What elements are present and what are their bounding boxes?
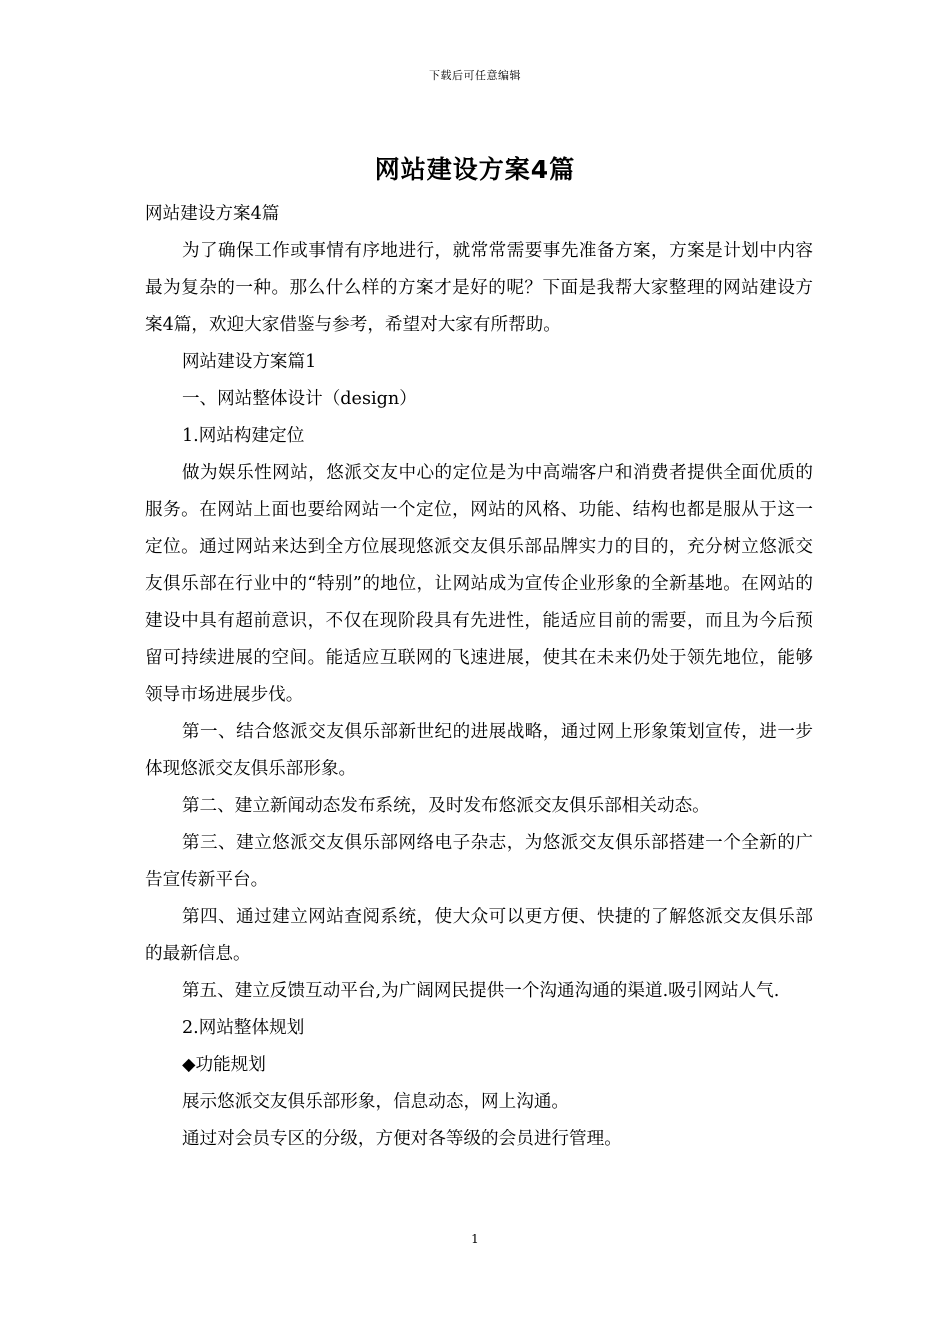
subsection-heading: 2.网站整体规划	[181, 1018, 305, 1038]
body-paragraph: 展示悠派交友俱乐部形象，信息动态，网上沟通。	[181, 1092, 570, 1112]
body-paragraph: 第一、结合悠派交友俱乐部新世纪的进展战略，通过网上形象策划宣传，进一步体现悠派交友俱乐部形象。	[145, 722, 813, 779]
document-body	[145, 196, 813, 1158]
body-paragraph: 第五、建立反馈互动平台,为广阔网民提供一个沟通沟通的渠道.吸引网站人气.	[181, 981, 780, 1001]
page-number: 1	[471, 1232, 479, 1246]
bullet-heading: ◆功能规划	[181, 1055, 266, 1075]
document-title: 网站建设方案4篇	[374, 155, 576, 184]
intro-paragraph: 为了确保工作或事情有序地进行，就常常需要事先准备方案，方案是计划中内容最为复杂的一种。那么什么样的方案才是好的呢？下面是我帮大家整理的网站建设方案4篇，欢迎大家借鉴与参考，希望对大家有所帮助。	[145, 241, 813, 335]
body-paragraph: 通过对会员专区的分级，方便对各等级的会员进行管理。	[181, 1129, 622, 1149]
body-paragraph: 第二、建立新闻动态发布系统，及时发布悠派交友俱乐部相关动态。	[181, 796, 710, 816]
body-paragraph: 做为娱乐性网站，悠派交友中心的定位是为中高端客户和消费者提供全面优质的服务。在网站上面也要给网站一个定位，网站的风格、功能、结构也都是服从于这一定位。通过网站来达到全方位展现悠派交友俱乐部品牌实力的目的，充分树立悠派交友俱乐部在行业中的“特别”的地位，让网站成为宣传企业形象的全新基地。在网站的建设中具有超前意识，不仅在现阶段具有先进性，能适应目前的需要，而且为今后预留可持续进展的空间。能适应互联网的飞速进展，使其在未来仍处于领先地位，能够领导市场进展步伐。	[145, 463, 813, 705]
subtitle-paragraph: 网站建设方案4篇	[145, 204, 280, 224]
body-paragraph: 第三、建立悠派交友俱乐部网络电子杂志，为悠派交友俱乐部搭建一个全新的广告宣传新平台。	[145, 833, 813, 890]
section-heading: 网站建设方案篇1	[181, 352, 317, 372]
subsection-heading: 1.网站构建定位	[181, 426, 305, 446]
subsection-heading: 一、网站整体设计（design）	[181, 389, 417, 409]
body-paragraph: 第四、通过建立网站查阅系统，使大众可以更方便、快捷的了解悠派交友俱乐部的最新信息。	[145, 907, 813, 964]
page-header-note: 下载后可任意编辑	[429, 69, 521, 82]
